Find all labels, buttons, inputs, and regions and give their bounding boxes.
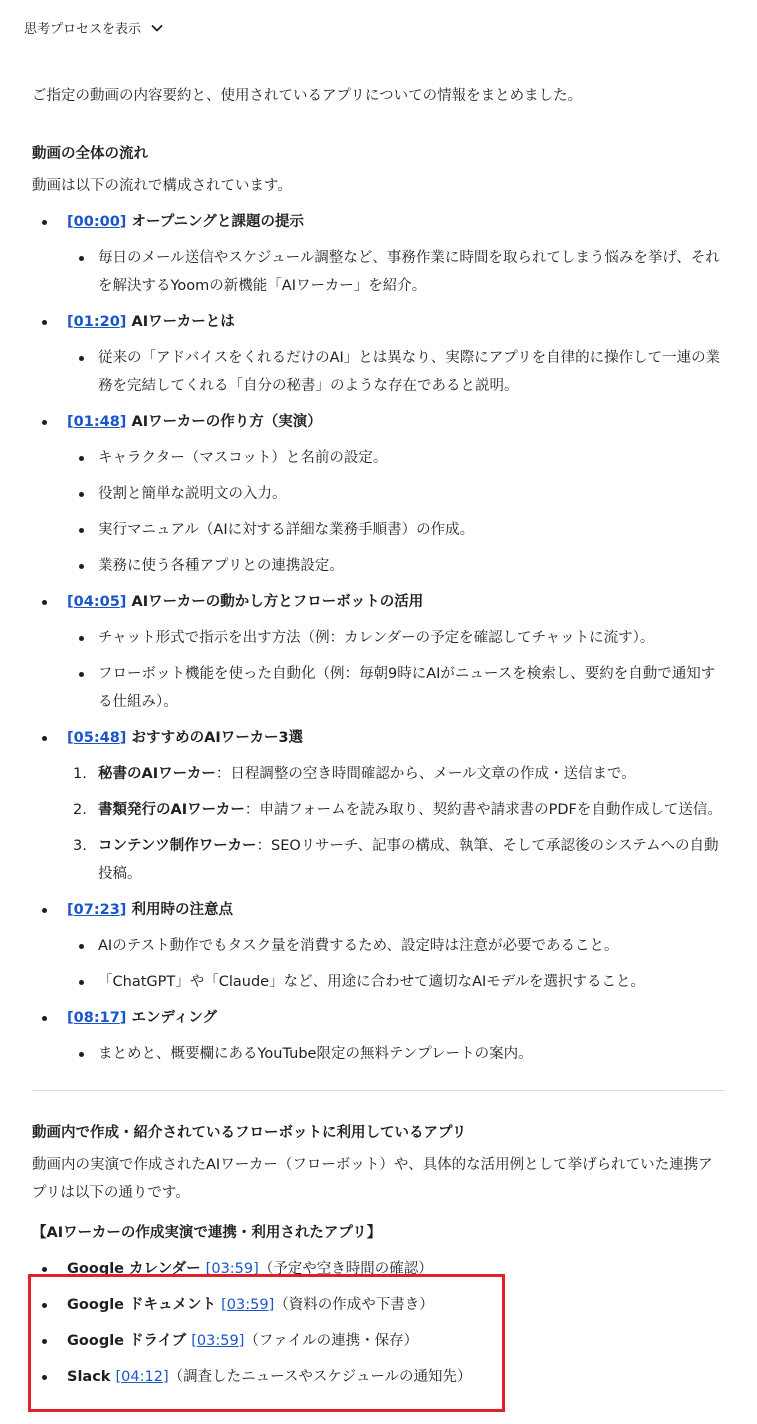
numbered-item [67,832,724,888]
list-item: 役割と簡単な説明文の入力。 [67,480,724,508]
flow-title: 動画の全体の流れ [32,146,148,162]
list-item: AIのテスト動作でもタスク量を消費するため、設定時は注意が必要であること。 [67,932,724,960]
flow-section [32,208,724,300]
section-heading: AIワーカーとは [126,314,235,330]
bracket-open: [ [67,594,74,610]
section-heading-line [67,214,304,230]
timestamp-link[interactable]: 00:00 [73,214,120,230]
section-heading-line [67,730,303,746]
app-note: （ファイルの連携・保存） [244,1333,419,1349]
section-numbered-items [67,760,724,888]
timestamp-link[interactable]: 08:17 [73,1010,120,1026]
section-items [67,344,724,400]
section-heading: AIワーカーの作り方（実演） [126,414,322,430]
list-item: 実行マニュアル（AIに対する詳細な業務手順書）の作成。 [67,516,724,544]
item-title: 秘書のAIワーカー [98,766,216,782]
timestamp-link[interactable]: 03:59 [196,1333,239,1349]
timestamp-link[interactable]: 01:20 [73,314,120,330]
section-heading: AIワーカーの動かし方とフローボットの活用 [126,594,424,610]
flow-section [32,1004,724,1068]
timestamp-link[interactable]: 03:59 [211,1261,254,1277]
app-name: Google ドキュメント [67,1297,222,1313]
section-items [67,444,724,580]
section-heading-line [67,1010,217,1026]
item-number: 1. [73,766,87,782]
item-text: ：申請フォームを読み取り、契約書や請求書のPDFを自動作成して送信。 [244,802,722,818]
flow-list [32,208,724,1068]
response-content [32,82,724,1391]
timestamp-link[interactable]: 07:23 [73,902,120,918]
section-heading: エンディング [126,1010,218,1026]
app-name: Google ドライブ [67,1333,192,1349]
section-heading: オープニングと課題の提示 [126,214,305,230]
bracket-open: [ [221,1297,227,1313]
bracket-close: ] [119,1010,127,1026]
flow-section [32,724,724,888]
bracket-open: [ [67,414,74,430]
list-item: フローボット機能を使った自動化（例：毎朝9時にAIがニュースを検索し、要約を自動で通知する仕組み）。 [67,660,724,716]
bracket-close: ] [119,214,127,230]
flow-section [32,588,724,716]
item-number: 2. [73,802,87,818]
list-item: 「ChatGPT」や「Claude」など、用途に合わせて適切なAIモデルを選択すること。 [67,968,724,996]
list-item: まとめと、概要欄にあるYouTube限定の無料テンプレートの案内。 [67,1040,724,1068]
apps-description: 動画内の実演で作成されたAIワーカー（フローボット）や、具体的な活用例として挙げられていた連携アプリは以下の通りです。 [32,1157,713,1201]
intro-text: ご指定の動画の内容要約と、使用されているアプリについての情報をまとめました。 [32,88,583,104]
bracket-close: ] [253,1261,259,1277]
item-title: コンテンツ制作ワーカー [98,838,257,854]
list-item: 業務に使う各種アプリとの連携設定。 [67,552,724,580]
timestamp-link[interactable]: 05:48 [73,730,120,746]
list-item: 従来の「アドバイスをくれるだけのAI」とは異なり、実際にアプリを自律的に操作して一連の業務を完結してくれる「自分の秘書」のような存在であると説明。 [67,344,724,400]
flow-description: 動画は以下の流れで構成されています。 [32,178,292,194]
app-note: （調査したニュースやスケジュールの通知先） [168,1369,472,1385]
show-thinking-toggle[interactable] [24,18,165,37]
apps-title: 動画内で作成・紹介されているフローボットに利用しているアプリ [32,1125,467,1141]
divider [32,1090,724,1091]
timestamp-link[interactable]: 03:59 [226,1297,269,1313]
bracket-open: [ [67,214,74,230]
list-item: 毎日のメール送信やスケジュール調整など、事務作業に時間を取られてしまう悩みを挙げ、それを解決するYoomの新機能「AIワーカー」を紹介。 [67,244,724,300]
section-heading: おすすめのAIワーカー3選 [126,730,304,746]
list-item: キャラクター（マスコット）と名前の設定。 [67,444,724,472]
bracket-open: [ [191,1333,197,1349]
bracket-close: ] [119,730,127,746]
numbered-item [67,760,724,788]
bracket-close: ] [162,1369,169,1385]
bracket-close: ] [268,1297,275,1313]
bracket-open: [ [67,1010,74,1026]
app-note: （予定や空き時間の確認） [258,1261,433,1277]
bracket-close: ] [119,414,127,430]
section-heading-line [67,902,233,918]
list-item: チャット形式で指示を出す方法（例：カレンダーの予定を確認してチャットに流す）。 [67,624,724,652]
section-items [67,624,724,716]
section-heading-line [67,594,423,610]
section-heading: 利用時の注意点 [126,902,233,918]
item-title: 書類発行のAIワーカー [98,802,245,818]
section-items [67,1040,724,1068]
timestamp-link[interactable]: 04:05 [73,594,120,610]
item-text: ：SEOリサーチ、記事の構成、執筆、そして承認後のシステムへの自動投稿。 [98,838,719,882]
timestamp-link[interactable]: 04:12 [121,1369,163,1385]
bracket-open: [ [205,1261,212,1277]
timestamp-link[interactable]: 01:48 [73,414,120,430]
bracket-close: ] [119,594,127,610]
section-heading-line [67,314,235,330]
numbered-item [67,796,724,824]
app-note: （資料の作成や下書き） [274,1297,434,1313]
section-heading-line [67,414,322,430]
show-thinking-label: 思考プロセスを表示 [24,22,142,37]
flow-section [32,308,724,400]
item-text: ：日程調整の空き時間確認から、メール文章の作成・送信まで。 [215,766,636,782]
bracket-close: ] [238,1333,245,1349]
bracket-open: [ [67,902,74,918]
bracket-open: [ [67,314,74,330]
bracket-open: [ [67,730,74,746]
app-name: Slack [67,1369,116,1385]
item-number: 3. [73,838,87,854]
chevron-down-icon [149,20,165,36]
flow-section [32,896,724,996]
flow-section [32,408,724,580]
highlight-box [28,1274,505,1412]
app-name: Google カレンダー [67,1261,206,1277]
bracket-open: [ [115,1369,122,1385]
section-items [67,244,724,300]
bracket-close: ] [119,902,127,918]
apps-subhead: 【AIワーカーの作成実演で連携・利用されたアプリ】 [32,1225,382,1241]
section-items [67,932,724,996]
bracket-close: ] [119,314,127,330]
